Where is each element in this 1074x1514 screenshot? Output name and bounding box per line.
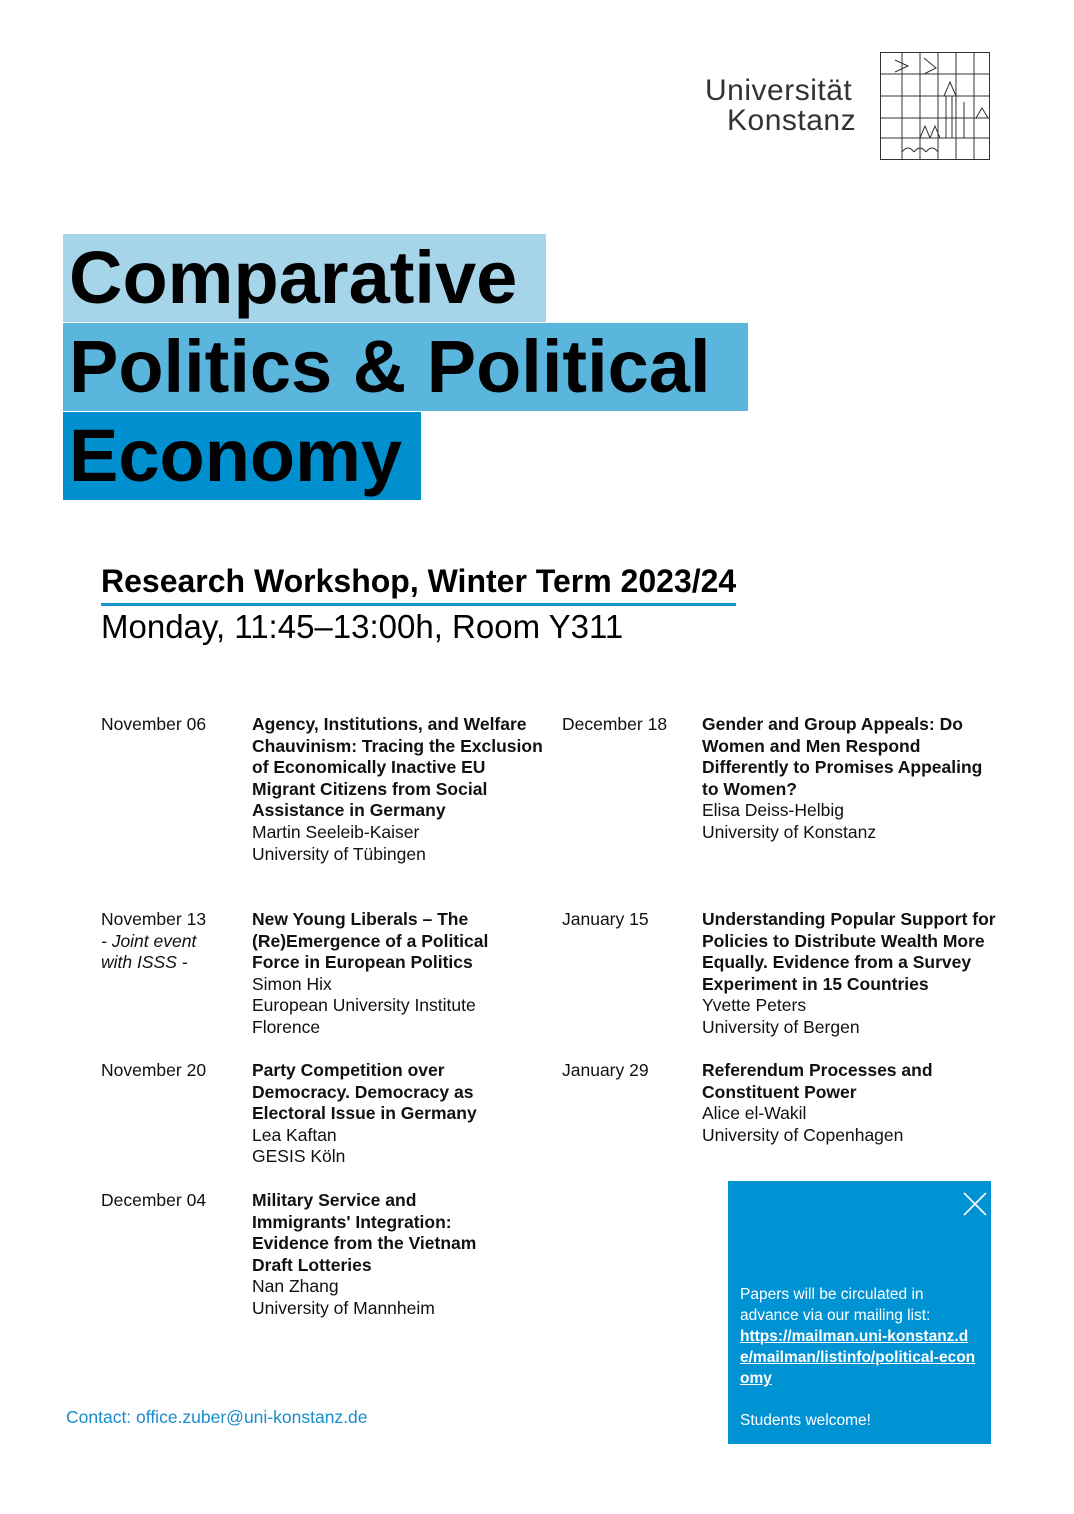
university-emblem-icon xyxy=(880,52,990,160)
event-note: - Joint event with ISSS - xyxy=(101,930,197,973)
talk-title: Referendum Processes and Constituent Power xyxy=(702,1060,933,1102)
contact-email[interactable]: Contact: office.zuber@uni-konstanz.de xyxy=(66,1407,368,1427)
speaker-affiliation: University of Copenhagen xyxy=(702,1124,904,1145)
title-line-1: Comparative xyxy=(63,234,546,322)
speaker-affiliation: University of Konstanz xyxy=(702,821,877,842)
speaker-name: Alice el-Wakil xyxy=(702,1103,807,1124)
talk-title: Military Service and Immigrants' Integration: Evidence from the Vietnam Draft Lotteries xyxy=(252,1190,477,1275)
info-text: Papers will be circulated in advance via our mailing list: xyxy=(740,1286,931,1324)
logo-line-1: Universität xyxy=(705,74,853,107)
speaker-affiliation: GESIS Köln xyxy=(252,1146,346,1167)
event-date: January 29 xyxy=(562,1060,649,1080)
speaker-name: Simon Hix xyxy=(252,973,332,994)
speaker-affiliation: University of Bergen xyxy=(702,1016,860,1037)
mailing-list-info-box xyxy=(728,1181,991,1444)
event-date: December 04 xyxy=(101,1190,207,1210)
speaker-affiliation: University of Mannheim xyxy=(252,1297,435,1318)
speaker-name: Elisa Deiss-Helbig xyxy=(702,800,844,821)
speaker-affiliation: University of Tübingen xyxy=(252,843,426,864)
talk-title: Party Competition over Democracy. Democracy as Electoral Issue in Germany xyxy=(252,1060,477,1124)
speaker-name: Martin Seeleib-Kaiser xyxy=(252,821,420,842)
event-date: December 18 xyxy=(562,714,668,734)
workshop-subtitle: Research Workshop, Winter Term 2023/24 xyxy=(101,563,736,606)
title-line-3: Economy xyxy=(63,412,421,500)
talk-title: New Young Liberals – The (Re)Emergence of a Political Force in European Politics xyxy=(252,909,489,973)
event-date: November 20 xyxy=(101,1060,207,1080)
mailing-list-link[interactable]: https://mailman.uni-konstanz.de/mailman/listinfo/political-economy xyxy=(740,1328,976,1387)
students-welcome: Students welcome! xyxy=(740,1412,871,1429)
event-date: November 13 xyxy=(101,909,207,929)
close-icon[interactable] xyxy=(962,1191,988,1217)
university-logo-text xyxy=(705,76,856,136)
talk-title: Understanding Popular Support for Policies to Distribute Wealth More Equally. Evidence from a Survey Experiment in 15 Countries xyxy=(702,909,996,994)
logo-line-2: Konstanz xyxy=(727,104,857,137)
talk-title: Agency, Institutions, and Welfare Chauvinism: Tracing the Exclusion of Economically Inactive EU Migrant Citizens from Social Assistance in Germany xyxy=(252,714,543,821)
speaker-affiliation: European University Institute Florence xyxy=(252,995,476,1037)
time-location: Monday, 11:45–13:00h, Room Y311 xyxy=(101,608,624,645)
event-date: January 15 xyxy=(562,909,649,929)
speaker-name: Yvette Peters xyxy=(702,995,807,1016)
event-date: November 06 xyxy=(101,714,207,734)
speaker-name: Lea Kaftan xyxy=(252,1124,337,1145)
speaker-name: Nan Zhang xyxy=(252,1276,339,1297)
talk-title: Gender and Group Appeals: Do Women and Men Respond Differently to Promises Appealing to Women? xyxy=(702,714,983,799)
title-line-2: Politics & Political xyxy=(63,323,748,411)
